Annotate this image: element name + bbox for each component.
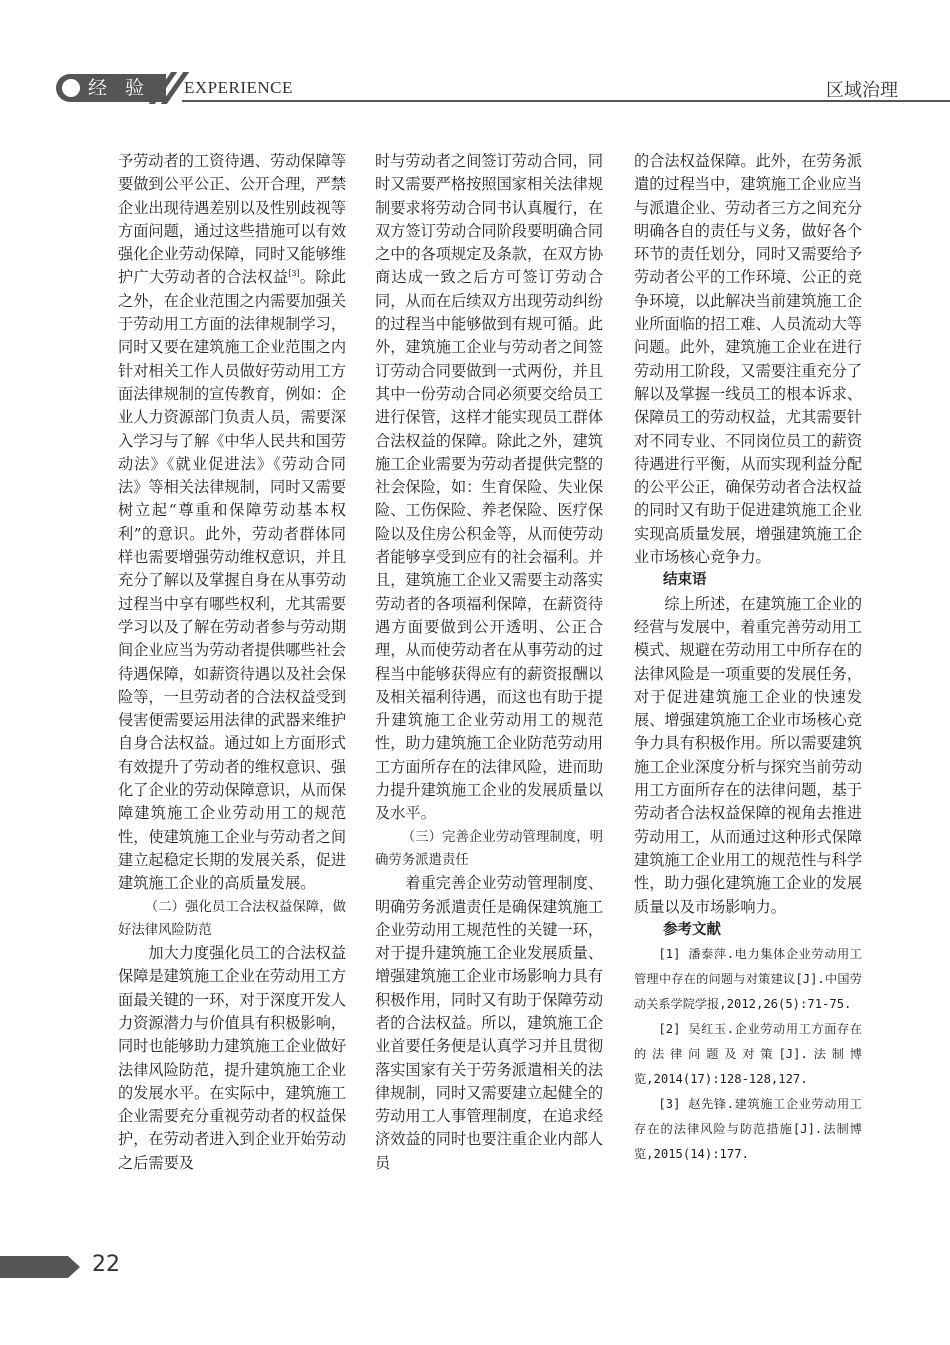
reference-item: [3] 赵先锋.建筑施工企业劳动用工存在的法律风险与防范措施[J].法制博览,2015(14):177. [634,1097,862,1162]
paragraph: 时与劳动者之间签订劳动合同，同时又需要严格按照国家相关法律规制要求将劳动合同书认真履行，在双方签订劳动合同阶段要明确合同之中的各项规定及条款，在双方协商达成一致之后方可签订劳动合同，从而在后续双方出现劳动纠纷的过程当中能够做到有规可循。此外，建筑施工企业与劳动者之间签订劳动合同要做到一式两份，并且其中一份劳动合同必须要交给员工进行保管，这样才能实现员工群体合法权益的保障。除此之外，建筑施工企业需要为劳动者提供完整的社会保险，如：生育保险、失业保险、工伤保险、养老保险、医疗保险以及住房公积金等，从而使劳动者能够享受到应有的社会福利。并且，建筑施工企业又需要主动落实劳动者的各项福利保障，在薪资待遇方面要做到公开透明、公正合理，从而使劳动者在从事劳动的过程当中能够获得应有的薪资报酬以及相关福利待遇，而这也有助于提升建筑施工企业劳动用工的规范性，助力建筑施工企业防范劳动用工方面所存在的法律风险，进而助力提升建筑施工企业的发展质量以及水平。 [375,152,603,823]
column-name: 区域治理 [826,80,898,101]
paragraph-text: 。除此之外，在企业范围之内需要加强关于劳动用工方面的法律规制学习，同时又要在建筑施工企业范围之内针对相关工作人员做好劳动用工方面法律规制的宣传教育，例如：企业人力资源部门负责人员，需要深入学习与了解《中华人民共和国劳动法》《就业促进法》《劳动合同法》等相关法律规制，同时又需要树立起“尊重和保障劳动基本权利”的意识。此外，劳动者群体同样也需要增强劳动维权意识，并且充分了解以及掌握自身在从事劳动过程当中享有哪些权利，尤其需要学习以及了解在劳动者参与劳动期间企业应当为劳动者提供哪些社会待遇保障，如薪资待遇以及社会保险等，一旦劳动者的合法权益受到侵害便需要运用法律的武器来维护自身合法权益。通过如上方面形式有效提升了劳动者的维权意识、强化了企业的劳动保障意识，从而保障建筑施工企业劳动用工的规范性，使建筑施工企业与劳动者之间建立起稳定长期的发展关系，促进建筑施工企业的高质量发展。 [118,268,347,893]
citation-marker: [3] [288,269,300,279]
paragraph: 综上所述，在建筑施工企业的经营与发展中，着重完善劳动用工模式、规避在劳动用工中所存在的法律风险是一项重要的发展任务，对于促进建筑施工企业的快速发展、增强建筑施工企业市场核心竞争力具有积极作用。所以需要建筑施工企业深度分析与探究当前劳动用工方面所存在的法律问题，基于劳动者合法权益保障的视角去推进劳动用工，从而通过这种形式保障建筑施工企业用工的规范性与科学性，助力强化建筑施工企业的发展质量以及市场影响力。 [634,594,862,916]
paragraph [118,150,346,896]
paragraph-text: 予劳动者的工资待遇、劳动保障等要做到公平公正、公开合理，严禁企业出现待遇差别以及性别歧视等方面问题，通过这些措施可以有效强化企业劳动保障，同时又能够维护广大劳动者的合法权益 [118,152,346,287]
page-header [0,0,950,110]
bullet-circle-icon [62,79,80,97]
paragraph: 的合法权益保障。此外，在劳务派遣的过程当中，建筑施工企业应当与派遣企业、劳动者三方之间充分明确各自的责任与义务，做好各个环节的责任划分，同时又需要给予劳动者公平的工作环境、公正的竞争环境，以此解决当前建筑施工企业所面临的招工难、人员流动大等问题。此外，建筑施工企业在进行劳动用工阶段，又需要注重充分了解以及掌握一线员工的根本诉求、保障员工的劳动权益，尤其需要针对不同专业、不同岗位员工的薪资待遇进行平衡，从而实现利益分配的公平公正，确保劳动者合法权益的同时又有助于促进建筑施工企业实现高质量发展，增强建筑施工企业市场核心竞争力。 [634,152,862,567]
text-column-2 [375,150,603,1175]
reference-item: [1] 潘泰萍.电力集体企业劳动用工管理中存在的问题与对策建议[J].中国劳动关系学院学报,2012,26(5):71-75. [634,947,862,1012]
paragraph: 加大力度强化员工的合法权益保障是建筑施工企业在劳动用工方面最关键的一环，对于深度开发人力资源潜力与价值具有积极影响，同时也能够助力建筑施工企业做好法律风险防范，提升建筑施工企业的发展水平。在实际中，建筑施工企业需要充分重视劳动者的权益保护，在劳动者进入到企业开始劳动之后需要及 [118,944,346,1172]
reference-item: [2] 吴红玉.企业劳动用工方面存在的法律问题及对策[J].法制博览,2014(17):128-128,127. [634,1022,862,1087]
section-subheading: （三）完善企业劳动管理制度，明确劳务派遣责任 [375,829,603,868]
text-column-3 [634,150,862,1167]
section-subheading: （二）强化员工合法权益保障，做好法律风险防范 [118,899,346,938]
arrow-right-icon [68,1256,80,1278]
text-column-1 [118,150,346,1175]
section-label-cn: 经 验 [88,77,151,99]
paragraph: 着重完善企业劳动管理制度、明确劳务派遣责任是确保建筑施工企业劳动用工规范性的关键一环，对于提升建筑施工企业发展质量、增强建筑施工企业市场影响力具有积极作用，同时又有助于保障劳动者的合法权益。所以，建筑施工企业首要任务便是认真学习并且贯彻落实国家有关于劳务派遣相关的法律规制，同时又需要建立起健全的劳动用工人事管理制度，在追求经济效益的同时也要注重企业内部人员 [375,874,603,1172]
references-heading: 参考文献 [663,921,721,938]
page-number: 22 [92,1252,120,1277]
section-label-en: EXPERIENCE [184,78,293,97]
page-tab-bar [0,1256,68,1278]
conclusion-heading: 结束语 [663,572,707,589]
